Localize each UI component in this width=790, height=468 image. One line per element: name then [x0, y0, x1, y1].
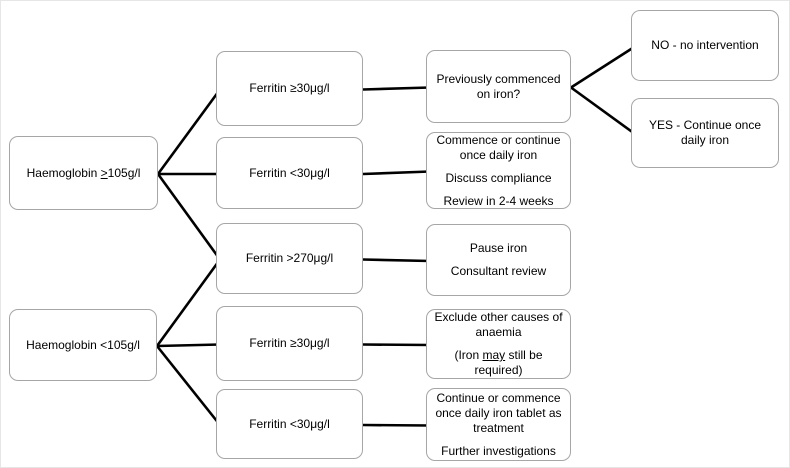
node-exclude-other-causes	[426, 309, 571, 379]
node-commence-continue-iron	[426, 132, 571, 209]
node-label: Ferritin ≥30μg/l	[249, 81, 330, 95]
node-label	[27, 166, 141, 181]
node-haemoglobin-high	[9, 136, 158, 210]
node-yes-continue-iron	[631, 98, 779, 168]
node-label: Pause iron	[469, 241, 528, 255]
node-label: Consultant review	[450, 264, 547, 278]
node-label	[433, 348, 564, 378]
node-pause-iron	[426, 224, 571, 296]
node-ferritin-gte30-top	[216, 51, 363, 126]
node-haemoglobin-low	[9, 309, 157, 381]
node-label: Further investigations	[441, 443, 556, 458]
node-no-intervention	[631, 10, 779, 81]
node-label: Continue or commence once daily iron tablet as treatment	[435, 390, 562, 435]
node-ferritin-lt30-bottom	[216, 389, 363, 459]
node-ferritin-lt30-top	[216, 137, 363, 209]
node-label: Commence or continue once daily iron	[436, 132, 561, 162]
node-label: NO - no intervention	[651, 38, 759, 52]
node-ferritin-gt270	[216, 223, 363, 294]
node-ferritin-gte30-bottom	[216, 306, 363, 381]
label-text: Haemoglobin	[26, 165, 101, 180]
node-label: Haemoglobin <105g/l	[26, 337, 140, 352]
label-text: (Iron	[454, 348, 483, 362]
label-text: still be required)	[474, 348, 543, 377]
node-label: Review in 2-4 weeks	[443, 193, 554, 208]
node-label: Ferritin <30μg/l	[249, 165, 330, 180]
node-label: Ferritin <30μg/l	[249, 416, 330, 431]
node-label: Discuss compliance	[445, 170, 552, 185]
node-continue-commence-treatment	[426, 388, 571, 461]
node-label: Ferritin >270μg/l	[245, 251, 334, 265]
label-underlined-text: may	[482, 348, 506, 362]
node-label: Previously commenced on iron?	[436, 71, 561, 101]
node-label: Ferritin ≥30μg/l	[249, 336, 330, 350]
node-label: Exclude other causes of anaemia	[434, 310, 563, 339]
node-previously-commenced-question	[426, 50, 571, 123]
label-underlined-text: >	[100, 165, 108, 180]
node-label: YES - Continue once daily iron	[648, 118, 762, 147]
label-text: 105g/l	[107, 165, 141, 180]
